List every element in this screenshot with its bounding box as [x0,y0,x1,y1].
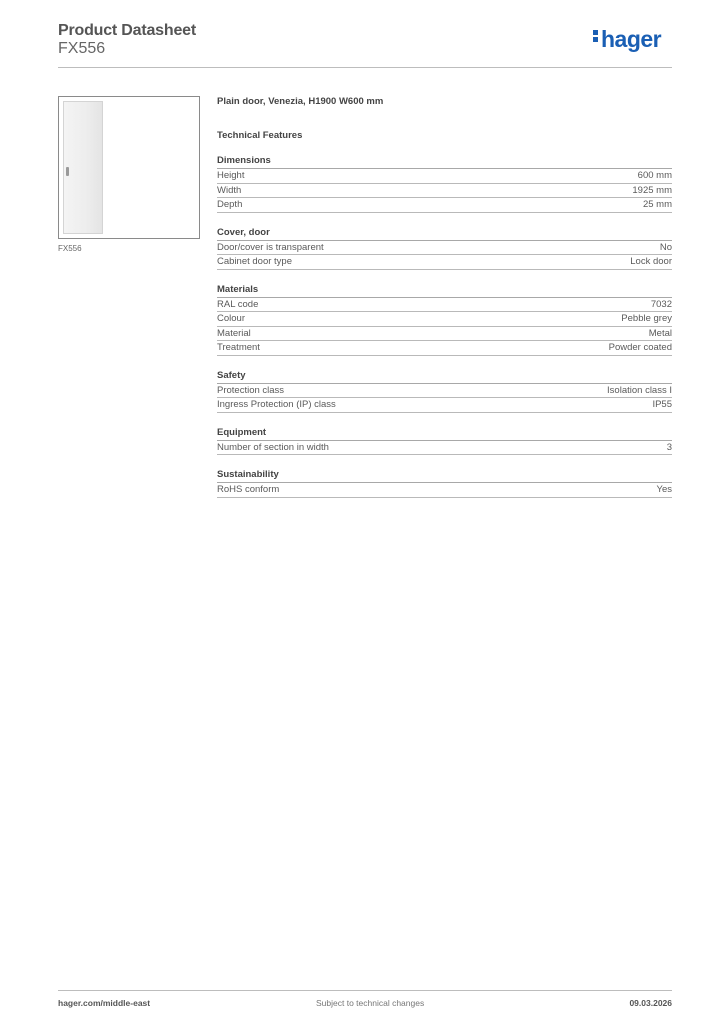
feature-label: RAL code [217,298,259,310]
feature-label: Treatment [217,342,260,353]
technical-content [217,96,672,498]
logo-dots-icon [593,28,599,44]
feature-value: Metal [648,327,672,339]
header-divider [58,67,672,68]
feature-label: Protection class [217,384,285,396]
door-lock-icon [66,167,69,176]
feature-label: Depth [217,199,243,210]
feature-row [217,441,672,456]
feature-value: Pebble grey [621,313,672,324]
section-title: Sustainability [217,469,672,483]
hager-logo [593,28,661,51]
feature-row [217,341,672,356]
feature-value: 1925 mm [632,184,672,196]
feature-value: 3 [666,441,672,453]
feature-row [217,169,672,184]
feature-value: Isolation class I [607,384,672,396]
feature-label: Number of section in width [217,441,329,453]
technical-features-heading: Technical Features [217,130,303,141]
logo-text: hager [601,26,662,52]
feature-label: Cabinet door type [217,256,292,267]
feature-row [217,298,672,313]
feature-row [217,483,672,498]
section-title: Equipment [217,427,672,441]
feature-row [217,312,672,327]
feature-value: Powder coated [608,342,672,353]
feature-value: 600 mm [637,170,672,181]
feature-label: Width [217,184,242,196]
feature-section [217,370,672,413]
feature-value: IP55 [652,399,672,410]
feature-label: Ingress Protection (IP) class [217,399,336,410]
feature-label: Colour [217,313,245,324]
feature-label: Door/cover is transparent [217,241,324,253]
footer-website: hager.com/middle-east [58,998,151,1008]
feature-value: No [659,241,672,253]
section-title: Dimensions [217,155,672,169]
feature-value: 7032 [650,298,672,310]
feature-section [217,155,672,213]
feature-section [217,284,672,356]
footer-date: 09.03.2026 [629,998,672,1008]
section-title: Materials [217,284,672,298]
door-product-image [63,101,103,234]
feature-label: RoHS conform [217,484,280,495]
product-description: Plain door, Venezia, H1900 W600 mm [217,96,384,107]
section-title: Safety [217,370,672,384]
feature-row [217,255,672,270]
footer-notice: Subject to technical changes [316,998,425,1008]
feature-section [217,227,672,270]
feature-label: Material [217,327,251,339]
feature-row [217,398,672,413]
image-caption: FX556 [58,244,82,253]
page-title: Product Datasheet [58,22,196,39]
feature-value: 25 mm [642,199,672,210]
product-image-frame [58,96,200,239]
features-sections [217,155,672,498]
feature-section [217,427,672,456]
feature-value: Yes [656,484,672,495]
feature-row [217,327,672,342]
feature-label: Height [217,170,245,181]
section-title: Cover, door [217,227,672,241]
feature-row [217,241,672,256]
feature-value: Lock door [630,256,672,267]
feature-row [217,184,672,199]
feature-row [217,384,672,399]
footer-divider [58,990,672,991]
product-code: FX556 [58,40,106,57]
feature-section [217,469,672,498]
feature-row [217,198,672,213]
